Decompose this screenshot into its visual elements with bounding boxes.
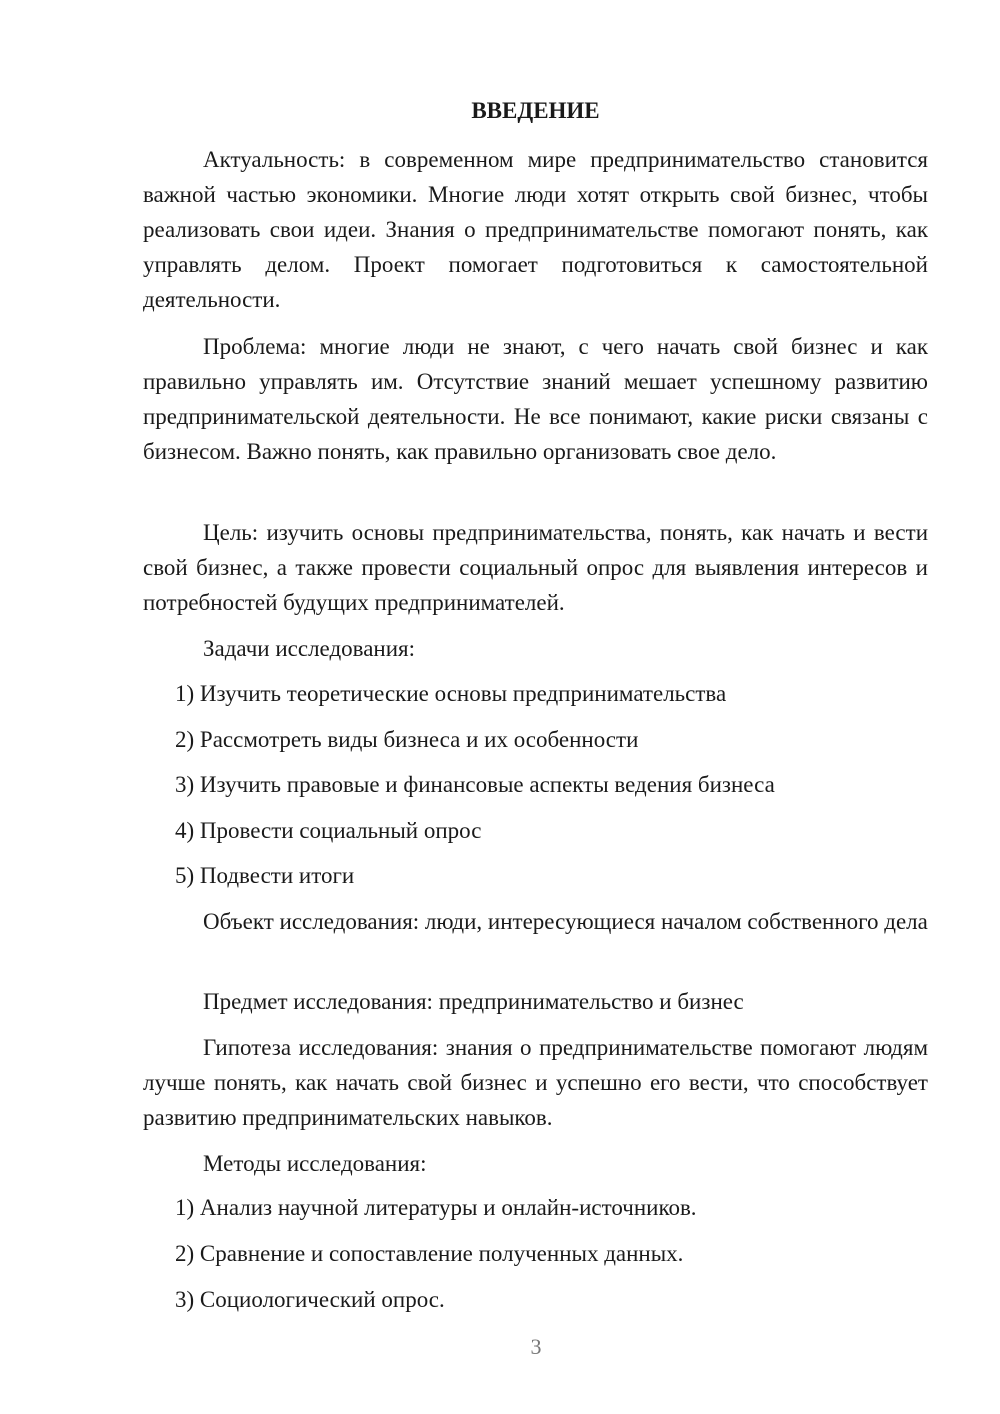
task-item-3: 3) Изучить правовые и финансовые аспекты ведения бизнеса	[175, 772, 775, 797]
task-item-4: 4) Провести социальный опрос	[175, 818, 482, 843]
task-item-1: 1) Изучить теоретические основы предпринимательства	[175, 681, 727, 706]
method-item-1: 1) Анализ научной литературы и онлайн-источников.	[175, 1195, 697, 1220]
method-item-2: 2) Сравнение и сопоставление полученных данных.	[175, 1241, 684, 1266]
methods-heading: Методы исследования:	[203, 1151, 427, 1176]
tasks-heading: Задачи исследования:	[203, 636, 416, 661]
goal-paragraph: Цель: изучить основы предпринимательства, понять, как начать и вести свой бизнес, а также провести социальный опрос для выявления интересов и потребностей будущих предпринимателей.	[143, 520, 928, 615]
page-title: ВВЕДЕНИЕ	[471, 98, 600, 123]
page-number: 3	[530, 1334, 542, 1359]
task-item-5: 5) Подвести итоги	[175, 863, 355, 888]
object-paragraph: Объект исследования: люди, интересующиеся началом собственного дела	[203, 909, 928, 934]
problem-paragraph: Проблема: многие люди не знают, с чего начать свой бизнес и как правильно управлять им. Отсутствие знаний мешает успешному развитию предпринимательской деятельности. Не все понимают, какие риски связаны с бизнесом. Важно понять, как правильно организовать свое дело.	[143, 334, 928, 464]
relevance-paragraph: Актуальность: в современном мире предпринимательство становится важной частью экономики. Многие люди хотят открыть свой бизнес, чтобы реализовать свои идеи. Знания о предпринимательстве помогают понять, как управлять делом. Проект помогает подготовиться к самостоятельной деятельности.	[143, 147, 928, 312]
task-item-2: 2) Рассмотреть виды бизнеса и их особенности	[175, 727, 639, 752]
hypothesis-paragraph: Гипотеза исследования: знания о предпринимательстве помогают людям лучше понять, как начать свой бизнес и успешно его вести, что способствует развитию предпринимательских навыков.	[143, 1035, 928, 1130]
method-item-3: 3) Социологический опрос.	[175, 1287, 445, 1312]
subject-paragraph: Предмет исследования: предпринимательство и бизнес	[203, 989, 744, 1014]
